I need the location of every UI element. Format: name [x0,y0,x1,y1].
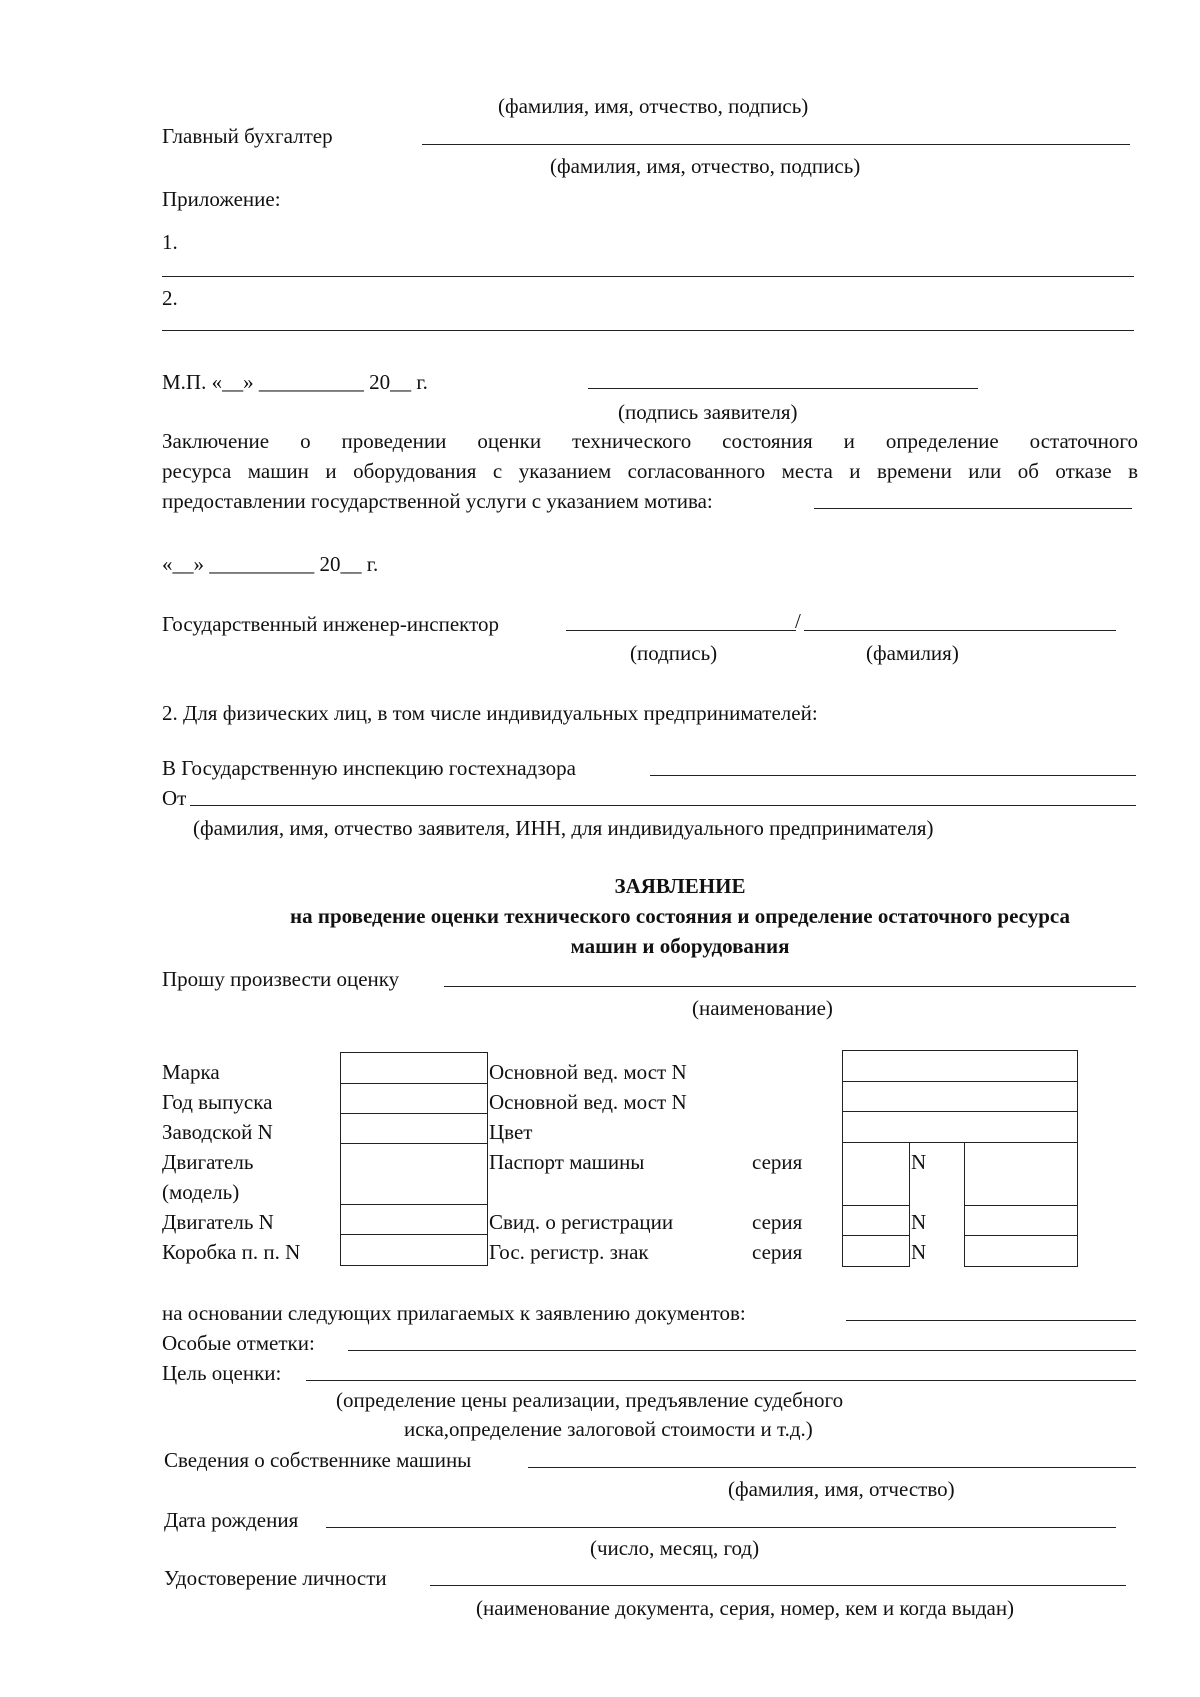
purpose-caption: (определение цены реализации, предъявление судебного [336,1388,844,1412]
inspection-label: В Государственную инспекцию гостехнадзора [162,756,576,780]
registration-series-field[interactable] [842,1205,910,1236]
notes-label: Особые отметки: [162,1331,315,1355]
owner-caption: (фамилия, имя, отчество) [728,1477,955,1501]
notes-line[interactable] [348,1350,1136,1351]
engine-model-field[interactable] [340,1143,488,1205]
request-label: Прошу произвести оценку [162,967,400,991]
field-label: Основной вед. мост N [489,1090,687,1114]
series-label: серия [752,1150,803,1174]
inspector-signature-line[interactable] [566,630,796,631]
attachment-item-number: 2. [162,286,178,310]
conclusion-text-line: предоставлении государственной услуги с указанием мотива: [162,489,713,513]
number-label: N [911,1240,927,1264]
chief-accountant-label: Главный бухгалтер [162,124,333,148]
request-line[interactable] [444,986,1136,987]
section-heading: 2. Для физических лиц, в том числе индивидуальных предпринимателей: [162,701,818,725]
drive-axle-1-field[interactable] [842,1050,1078,1082]
field-label: Коробка п. п. N [162,1240,301,1264]
date-line: «__» __________ 20__ г. [162,552,379,576]
owner-label: Сведения о собственнике машины [164,1448,472,1472]
purpose-caption: иска,определение залоговой стоимости и т.д.) [404,1417,813,1441]
passport-series-field[interactable] [842,1142,910,1206]
field-label: Паспорт машины [489,1150,645,1174]
year-field[interactable] [340,1083,488,1114]
signature-caption: (подпись заявителя) [618,400,798,424]
documents-label: на основании следующих прилагаемых к заявлению документов: [162,1301,746,1325]
birth-date-label: Дата рождения [164,1508,299,1532]
field-label: Цвет [489,1120,533,1144]
attachment-item-line[interactable] [162,330,1134,331]
owner-line[interactable] [528,1467,1136,1468]
field-label: Основной вед. мост N [489,1060,687,1084]
chief-accountant-signature-line[interactable] [422,144,1130,145]
attachment-item-line[interactable] [162,276,1134,277]
field-label: Марка [162,1060,220,1084]
applicant-signature-line[interactable] [588,388,978,389]
inspector-label: Государственный инженер-инспектор [162,612,499,636]
purpose-line[interactable] [306,1380,1136,1381]
inspector-name-line[interactable] [804,630,1116,631]
field-label: Год выпуска [162,1090,273,1114]
attachment-label: Приложение: [162,187,281,211]
request-caption: (наименование) [692,996,833,1020]
signature-caption: (фамилия, имя, отчество, подпись) [498,94,809,118]
registration-number-field[interactable] [964,1205,1078,1236]
field-label: Гос. регистр. знак [489,1240,649,1264]
from-caption: (фамилия, имя, отчество заявителя, ИНН, для индивидуального предпринимателя) [193,816,934,840]
series-label: серия [752,1210,803,1234]
plate-series-field[interactable] [842,1235,910,1267]
inspection-line[interactable] [650,775,1136,776]
purpose-label: Цель оценки: [162,1361,282,1385]
field-label: (модель) [162,1180,240,1204]
id-document-line[interactable] [430,1585,1126,1586]
number-label: N [911,1150,927,1174]
series-label: серия [752,1240,803,1264]
from-label: От [162,786,187,810]
stamp-date-line: М.П. «__» __________ 20__ г. [162,370,428,394]
gearbox-number-field[interactable] [340,1234,488,1266]
passport-number-field[interactable] [964,1142,1078,1206]
field-label: Свид. о регистрации [489,1210,674,1234]
name-caption: (фамилия) [866,641,959,665]
signature-caption: (фамилия, имя, отчество, подпись) [550,154,861,178]
field-label: Двигатель N [162,1210,274,1234]
engine-number-field[interactable] [340,1204,488,1235]
birth-date-caption: (число, месяц, год) [590,1536,760,1560]
application-subtitle: на проведение оценки технического состояния и определение остаточного ресурса [290,904,1070,928]
conclusion-text-line: Заключение о проведении оценки технического состояния и определение остаточного [162,429,1138,453]
field-label: Заводской N [162,1120,273,1144]
application-subtitle: машин и оборудования [570,934,790,958]
brand-field[interactable] [340,1052,488,1084]
field-label: Двигатель [162,1150,254,1174]
id-document-caption: (наименование документа, серия, номер, кем и когда выдан) [476,1596,1015,1620]
plate-number-field[interactable] [964,1235,1078,1267]
number-label: N [911,1210,927,1234]
id-document-label: Удостоверение личности [164,1566,387,1590]
signature-caption: (подпись) [630,641,718,665]
reason-line[interactable] [814,508,1132,509]
attachment-item-number: 1. [162,230,178,254]
application-title: ЗАЯВЛЕНИЕ [614,874,746,898]
birth-date-line[interactable] [326,1527,1116,1528]
from-line[interactable] [190,805,1136,806]
conclusion-text-line: ресурса машин и оборудования с указанием согласованного места и времени или об отказе в [162,459,1138,483]
documents-line[interactable] [846,1320,1136,1321]
color-field[interactable] [842,1111,1078,1143]
drive-axle-2-field[interactable] [842,1081,1078,1112]
factory-number-field[interactable] [340,1113,488,1144]
